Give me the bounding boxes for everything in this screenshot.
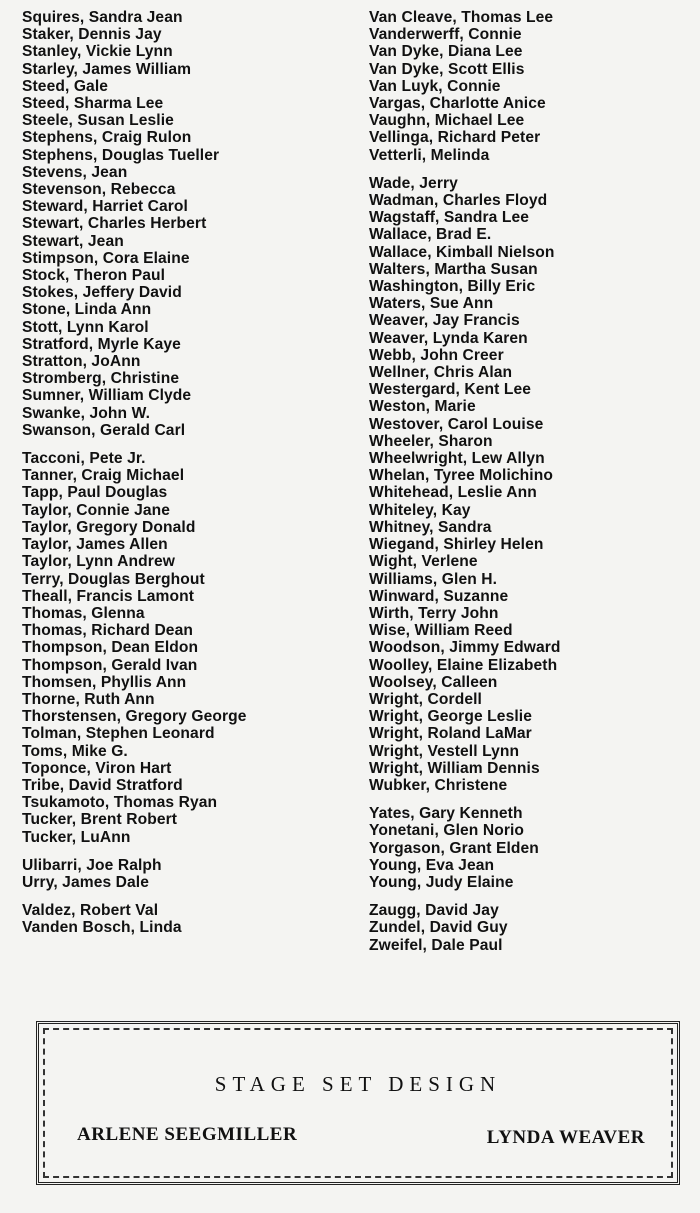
name-entry: Vargas, Charlotte Anice — [369, 95, 546, 113]
name-entry: Steele, Susan Leslie — [22, 112, 174, 130]
name-entry: Stott, Lynn Karol — [22, 318, 149, 336]
name-entry: Whelan, Tyree Molichino — [369, 467, 553, 485]
name-entry: Zaugg, David Jay — [369, 902, 499, 920]
credit-title: STAGE SET DESIGN — [214, 1072, 502, 1096]
name-entry: Stanley, Vickie Lynn — [22, 43, 173, 61]
name-entry: Wellner, Chris Alan — [369, 364, 513, 382]
name-entry: Steward, Harriet Carol — [22, 198, 188, 216]
name-entry: Whiteley, Kay — [369, 501, 471, 519]
name-entry: Wright, Cordell — [369, 690, 482, 708]
name-entry: Wright, George Leslie — [369, 708, 532, 726]
name-entry: Wright, Roland LaMar — [369, 725, 532, 743]
name-entry: Wheelwright, Lew Allyn — [369, 450, 545, 468]
name-entry: Stimpson, Cora Elaine — [22, 249, 190, 267]
name-entry: Woolley, Elaine Elizabeth — [369, 656, 558, 674]
name-entry: Stewart, Charles Herbert — [22, 215, 207, 233]
name-entry: Thomas, Glenna — [22, 604, 145, 622]
name-entry: Yonetani, Glen Norio — [369, 822, 525, 840]
name-entry: Steed, Sharma Lee — [22, 95, 164, 113]
name-entry: Wubker, Christene — [369, 776, 508, 794]
name-entry: Washington, Billy Eric — [369, 278, 536, 296]
name-entry: Taylor, Lynn Andrew — [22, 553, 175, 571]
name-entry: Sumner, William Clyde — [22, 387, 192, 405]
name-group — [369, 175, 699, 794]
name-entry: Starley, James William — [22, 60, 192, 78]
name-entry: Staker, Dennis Jay — [22, 26, 162, 44]
name-entry: Wadman, Charles Floyd — [369, 192, 548, 210]
name-entry: Webb, John Creer — [369, 346, 504, 364]
name-entry: Woodson, Jimmy Edward — [369, 639, 561, 657]
name-entry: Vanden Bosch, Linda — [22, 919, 182, 937]
name-entry: Yorgason, Grant Elden — [369, 839, 539, 857]
name-entry: Tsukamoto, Thomas Ryan — [22, 794, 218, 812]
name-entry: Tucker, LuAnn — [22, 828, 131, 846]
name-entry: Urry, James Dale — [22, 873, 150, 891]
name-group — [22, 9, 352, 439]
name-entry: Toms, Mike G. — [22, 742, 128, 760]
name-entry: Toponce, Viron Hart — [22, 759, 172, 777]
name-entry: Thomsen, Phyllis Ann — [22, 673, 187, 691]
name-entry: Winward, Suzanne — [369, 587, 509, 605]
left-name-column — [22, 9, 352, 948]
name-entry: Wright, William Dennis — [369, 759, 540, 777]
name-entry: Van Dyke, Scott Ellis — [369, 60, 525, 78]
name-entry: Wright, Vestell Lynn — [369, 742, 520, 760]
name-group — [369, 805, 699, 891]
name-entry: Swanke, John W. — [22, 404, 151, 422]
name-entry: Stewart, Jean — [22, 232, 124, 250]
name-entry: Thorstensen, Gregory George — [22, 708, 247, 726]
name-entry: Thompson, Dean Eldon — [22, 639, 199, 657]
name-entry: Tolman, Stephen Leonard — [22, 725, 215, 743]
name-entry: Vellinga, Richard Peter — [369, 129, 541, 147]
name-entry: Stephens, Craig Rulon — [22, 129, 192, 147]
name-entry: Zweifel, Dale Paul — [369, 936, 503, 954]
name-entry: Stratford, Myrle Kaye — [22, 335, 181, 353]
name-group — [22, 902, 352, 936]
name-entry: Woolsey, Calleen — [369, 673, 498, 691]
name-entry: Thomas, Richard Dean — [22, 622, 193, 640]
name-entry: Whitehead, Leslie Ann — [369, 484, 537, 502]
name-entry: Stevens, Jean — [22, 163, 128, 181]
name-entry: Tucker, Brent Robert — [22, 811, 178, 829]
name-entry: Steed, Gale — [22, 77, 109, 95]
name-entry: Wallace, Kimball Nielson — [369, 243, 555, 261]
name-entry: Walters, Martha Susan — [369, 260, 538, 278]
name-entry: Zundel, David Guy — [369, 919, 508, 937]
name-entry: Stevenson, Rebecca — [22, 181, 176, 199]
name-entry: Stone, Linda Ann — [22, 301, 152, 319]
name-entry: Tapp, Paul Douglas — [22, 484, 168, 502]
name-entry: Stock, Theron Paul — [22, 267, 166, 285]
name-entry: Wise, William Reed — [369, 622, 513, 640]
designer-right: LYNDA WEAVER — [486, 1127, 645, 1148]
name-entry: Taylor, Connie Jane — [22, 501, 171, 519]
name-entry: Wallace, Brad E. — [369, 226, 492, 244]
name-entry: Thompson, Gerald Ivan — [22, 656, 198, 674]
name-entry: Weston, Marie — [369, 398, 476, 416]
name-entry: Van Cleave, Thomas Lee — [369, 9, 554, 26]
name-entry: Theall, Francis Lamont — [22, 587, 195, 605]
name-entry: Wight, Verlene — [369, 553, 478, 571]
name-entry: Wade, Jerry — [369, 174, 458, 192]
name-entry: Valdez, Robert Val — [22, 902, 159, 920]
name-entry: Weaver, Lynda Karen — [369, 329, 528, 347]
name-entry: Wheeler, Sharon — [369, 432, 493, 450]
name-entry: Tacconi, Pete Jr. — [22, 450, 146, 468]
name-entry: Wiegand, Shirley Helen — [369, 536, 544, 554]
name-entry: Terry, Douglas Berghout — [22, 570, 205, 588]
name-entry: Williams, Glen H. — [369, 570, 498, 588]
name-entry: Weaver, Jay Francis — [369, 312, 520, 330]
name-entry: Tanner, Craig Michael — [22, 467, 185, 485]
name-entry: Stephens, Douglas Tueller — [22, 146, 220, 164]
name-entry: Taylor, James Allen — [22, 536, 168, 554]
name-entry: Vaughn, Michael Lee — [369, 112, 525, 130]
name-entry: Stromberg, Christine — [22, 370, 180, 388]
designer-left: ARLENE SEEGMILLER — [77, 1124, 298, 1145]
name-entry: Wirth, Terry John — [369, 604, 499, 622]
right-name-column — [369, 9, 699, 965]
name-entry: Young, Eva Jean — [369, 856, 495, 874]
name-group — [22, 450, 352, 846]
name-entry: Vanderwerff, Connie — [369, 26, 522, 44]
name-entry: Thorne, Ruth Ann — [22, 690, 155, 708]
name-entry: Young, Judy Elaine — [369, 873, 514, 891]
name-entry: Wagstaff, Sandra Lee — [369, 209, 529, 227]
name-entry: Stratton, JoAnn — [22, 353, 141, 371]
name-group — [369, 9, 699, 164]
name-entry: Swanson, Gerald Carl — [22, 421, 186, 439]
name-entry: Taylor, Gregory Donald — [22, 518, 196, 536]
name-entry: Vetterli, Melinda — [369, 146, 490, 164]
name-group — [22, 857, 352, 891]
name-entry: Waters, Sue Ann — [369, 295, 494, 313]
name-entry: Westergard, Kent Lee — [369, 381, 532, 399]
name-entry: Van Luyk, Connie — [369, 77, 501, 95]
name-entry: Squires, Sandra Jean — [22, 9, 183, 26]
stage-set-design-credit-box — [36, 1021, 680, 1185]
name-entry: Westover, Carol Louise — [369, 415, 544, 433]
name-entry: Yates, Gary Kenneth — [369, 805, 523, 823]
name-entry: Van Dyke, Diana Lee — [369, 43, 523, 61]
name-entry: Tribe, David Stratford — [22, 776, 183, 794]
name-group — [369, 902, 699, 954]
name-entry: Ulibarri, Joe Ralph — [22, 856, 162, 874]
name-entry: Whitney, Sandra — [369, 518, 492, 536]
name-entry: Stokes, Jeffery David — [22, 284, 182, 302]
